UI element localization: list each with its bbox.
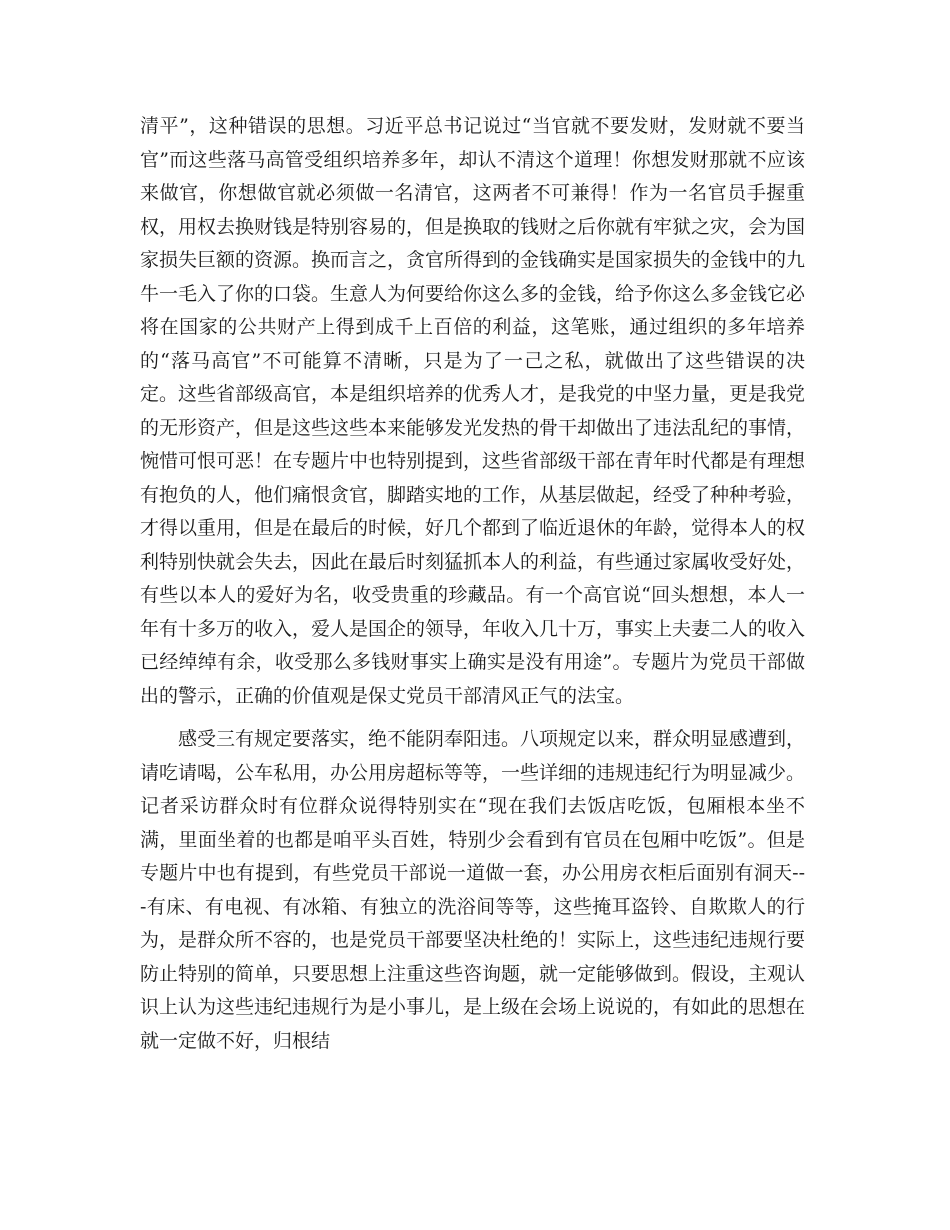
paragraph-2: 感受三有规定要落实，绝不能阴奉阳违。八项规定以来，群众明显感遭到，请吃请喝，公车私用，办公用房超标等等，一些详细的违规违纪行为明显减少。记者采访群众时有位群众说得特别实在“现在我们去饭店吃饭，包厢根本坐不满，里面坐着的也都是咱平头百姓，特别少会看到有官员在包厢中吃饭”。但是专题片中也有提到，有些党员干部说一道做一套，办公用房衣柜后面别有洞天---有床、有电视、有冰箱、有独立的洗浴间等等，这些掩耳盗铃、自欺欺人的行为，是群众所不容的，也是党员干部要坚决杜绝的！实际上，这些违纪违规行要防止特别的简单，只要思想上注重这些咨询题，就一定能够做到。假设，主观认识上认为这些违纪违规行为是小事儿，是上级在会场上说说的，有如此的思想在就一定做不好，归根结	[140, 728, 806, 1052]
document-body	[140, 110, 805, 1058]
paragraph-1: 清平”，这种错误的思想。习近平总书记说过“当官就不要发财，发财就不要当官”而这些落马高管受组织培养多年，却认不清这个道理！你想发财那就不应该来做官，你想做官就必须做一名清官，这两者不可兼得！作为一名官员手握重权，用权去换财钱是特别容易的，但是换取的钱财之后你就有牢狱之灾，会为国家损失巨额的资源。换而言之，贪官所得到的金钱确实是国家损失的金钱中的九牛一毛入了你的口袋。生意人为何要给你这么多的金钱，给予你这么多金钱它必将在国家的公共财产上得到成千上百倍的利益，这笔账，通过组织的多年培养的“落马高官”不可能算不清晰，只是为了一己之私，就做出了这些错误的决定。这些省部级高官，本是组织培养的优秀人才，是我党的中坚力量，更是我党的无形资产，但是这些这些本来能够发光发热的骨干却做出了违法乱纪的事情，惋惜可恨可恶！在专题片中也特别提到，这些省部级干部在青年时代都是有理想有抱负的人，他们痛恨贪官，脚踏实地的工作，从基层做起，经受了种种考验，才得以重用，但是在最后的时候，好几个都到了临近退休的年龄，觉得本人的权利特别快就会失去，因此在最后时刻猛抓本人的利益，有些通过家属收受好处，有些以本人的爱好为名，收受贵重的珍藏品。有一个高官说“回头想想，本人一年有十多万的收入，爱人是国企的领导，年收入几十万，事实上夫妻二人的收入已经绰绰有余，收受那么多钱财事实上确实是没有用途”。专题片为党员干部做出的警示，正确的价值观是保丈党员干部清风正气的法宝。	[140, 115, 806, 707]
